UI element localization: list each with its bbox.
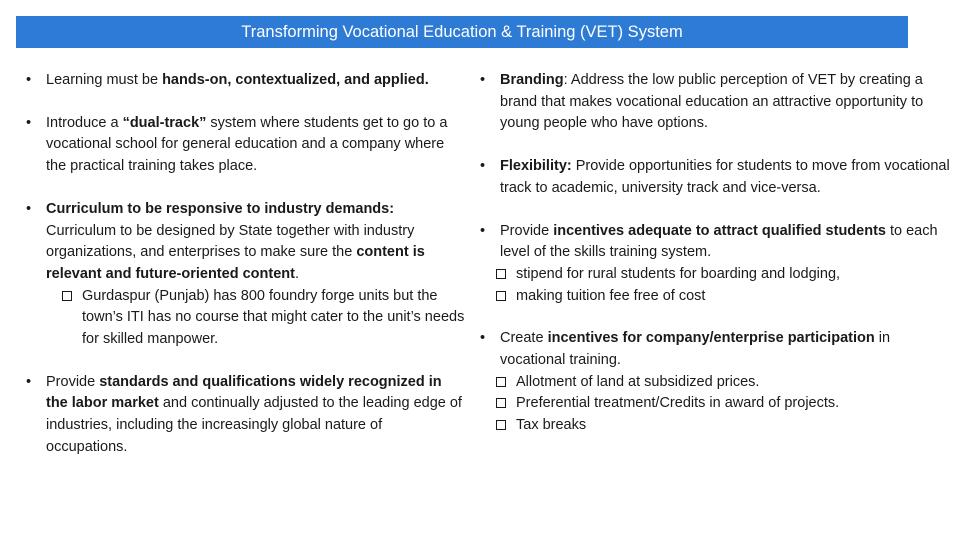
right-b1-post: : Address the low public perception of VET by creating a brand that makes vocational education an attractive opportunity to young people who have options.: [500, 72, 924, 132]
right-bullet-flexibility: [480, 156, 950, 199]
left-b3-post: .: [294, 265, 299, 282]
left-bullet-curriculum: [26, 199, 466, 286]
left-b1-bold: hands-on, contextualized, and applied.: [162, 72, 429, 88]
bullet-dot-icon: •: [26, 114, 32, 131]
right-b4-bold: incentives for company/enterprise participation: [547, 330, 875, 347]
right-b4-sub-0: Allotment of land at subsidized prices.: [516, 373, 760, 390]
bullet-dot-icon: •: [26, 72, 32, 88]
right-b3-sub-1: making tuition fee free of cost: [516, 287, 706, 304]
right-b4-sub-1: Preferential treatment/Credits in award of projects.: [516, 395, 840, 412]
checkbox-square-icon: [496, 269, 506, 279]
right-b2-post: Provide opportunities for students to move from vocational track to academic, university track and vice-versa.: [500, 158, 950, 196]
right-b1-bold: Branding: [500, 72, 564, 88]
left-b2-bold: “dual-track”: [122, 114, 207, 131]
checkbox-square-icon: [496, 420, 506, 430]
checkbox-square-icon: [496, 398, 506, 408]
left-sub-gurdaspur: [26, 286, 466, 351]
right-b4-post: in vocational training.: [500, 330, 891, 369]
left-b3-sub: Gurdaspur (Punjab) has 800 foundry forge units but the town’s ITI has no course that might cater to the unit’s needs for skilled manpower.: [82, 287, 465, 348]
slide-title: Transforming Vocational Education & Training (VET) System: [241, 22, 683, 41]
left-bullet-dual-track: [26, 113, 466, 178]
left-b1-pre: Learning must be: [46, 72, 163, 88]
checkbox-square-icon: [496, 291, 506, 301]
left-b2-pre: Introduce a: [46, 114, 123, 131]
right-b3-pre: Provide: [500, 222, 554, 239]
slide-title-bar: [16, 16, 908, 48]
right-b4-pre: Create: [500, 330, 548, 347]
right-sub-preferential: [480, 393, 950, 415]
left-b4-post: and continually adjusted to the leading edge of industries, including the increasingly global nature of occupations.: [46, 395, 462, 455]
left-b3-bold2: content is relevant and future-oriented content: [46, 244, 425, 282]
right-bullet-incentives-company: [480, 328, 950, 371]
right-sub-tax: [480, 415, 950, 437]
left-bullet-hands-on: [26, 70, 466, 92]
right-b2-bold: Flexibility:: [500, 158, 572, 175]
bullet-dot-icon: •: [480, 72, 486, 88]
bullet-dot-icon: •: [480, 330, 486, 347]
bullet-dot-icon: •: [26, 373, 32, 390]
right-bullet-incentives-students: [480, 221, 950, 264]
left-bullet-standards: [26, 372, 466, 459]
bullet-dot-icon: •: [480, 158, 486, 175]
right-b3-bold: incentives adequate to attract qualified students: [553, 222, 886, 239]
right-sub-stipend: [480, 264, 950, 286]
right-b4-sub-2: Tax breaks: [516, 417, 587, 434]
left-column: [26, 70, 466, 459]
bullet-dot-icon: •: [26, 200, 32, 217]
left-b4-pre: Provide: [46, 373, 100, 390]
bullet-dot-icon: •: [480, 222, 486, 239]
right-sub-tuition: [480, 286, 950, 308]
left-b3-mid: Curriculum to be designed by State together with industry organizations, and enterprises to make sure the: [46, 222, 415, 261]
right-column: [480, 70, 950, 437]
right-b3-sub-0: stipend for rural students for boarding and lodging,: [516, 265, 841, 282]
checkbox-square-icon: [496, 377, 506, 387]
left-b2-post: system where students get to go to a vocational school for general education and a company where the practical training takes place.: [46, 114, 448, 175]
right-bullet-branding: [480, 70, 950, 135]
left-b3-bold1: Curriculum to be responsive to industry demands:: [46, 200, 395, 217]
right-sub-land: [480, 372, 950, 394]
right-b3-post: to each level of the skills training system.: [500, 222, 938, 261]
left-b4-bold: standards and qualifications widely recognized in the labor market: [46, 373, 442, 412]
checkbox-square-icon: [62, 291, 72, 301]
